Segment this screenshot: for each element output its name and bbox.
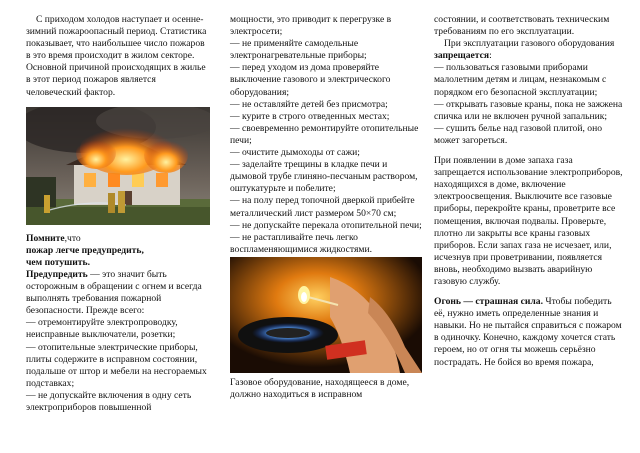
column-3 — [434, 14, 624, 369]
list-item: — своевременно ремонтируйте отопительные печи; — [230, 122, 419, 146]
list-item: — не растапливайте печь легко воспламеняющимися жидкостями. — [230, 231, 372, 255]
prevent-text: — это значит быть осторожным в обращении с огнем и всегда выполнять требования пожарной безопасности. Прежде всего: — [26, 268, 202, 317]
column-2 — [230, 14, 422, 401]
intro-paragraph: С приходом холодов наступает и осенне-зимний пожароопасный период. Статистика показывает, что наибольшее число пожаров в это время происходит в жилом секторе. Основной причиной происходящих в жилье в этот период пожаров является человеческий фактор. — [26, 14, 207, 98]
slogan-dot: . — [87, 256, 91, 268]
slogan-part-2: чем потушить — [26, 256, 88, 268]
list-item: — не допускайте перекала отопительной печи; — [230, 219, 422, 231]
list-item: — очистите дымоходы от сажи; — [230, 147, 360, 159]
list-item: — пользоваться газовыми приборами малолетним детям и лицам, незнакомым с порядком его безопасной эксплуатации; — [434, 62, 607, 98]
slogan-part-1: пожар легче предупредить — [26, 244, 142, 256]
gas-prohibited-start: При эксплуатации газового оборудования — [444, 38, 615, 50]
list-item: мощности, это приводит к перегрузке в электросети; — [230, 14, 392, 38]
fire-force-bold: Огонь — страшная сила. — [434, 296, 543, 308]
prevent-word: Предупредить — [26, 268, 88, 280]
list-item: — заделайте трещины в кладке печи и дымовой трубе глиняно-песчаным раствором, оштукатурьте и побелите; — [230, 159, 418, 195]
prevent-paragraph — [26, 269, 210, 317]
list-item: — отопительные электрические приборы, плиты содержите в исправном состоянии, подальше от штор и мебели на несгораемых подставках; — [26, 341, 207, 389]
burning-house-photo — [26, 107, 210, 225]
list-item: — не допускайте включения в одну сеть электроприборов повышенной — [26, 389, 192, 413]
list-item: — перед уходом из дома проверяйте выключение газового и электрического оборудования; — [230, 62, 391, 98]
list-item: — сушить белье над газовой плитой, оно может загореться. — [434, 122, 603, 146]
list-item: — не оставляйте детей без присмотра; — [230, 98, 388, 110]
gas-prohibited-end: : — [489, 50, 492, 62]
gas-stove-match-photo — [230, 257, 422, 373]
list-item: — не применяйте самодельные электронагревательные приборы; — [230, 38, 367, 62]
fire-force-paragraph — [434, 296, 624, 369]
list-item: — открывать газовые краны, пока не зажжена спичка или не включен ручной запальник; — [434, 98, 623, 122]
column-1 — [26, 14, 210, 414]
prohibited-word: запрещается — [434, 50, 490, 62]
list-item: — на полу перед топочной дверкой прибейте металлический лист размером 50×70 см; — [230, 195, 415, 219]
fire-force-text: Чтобы победить её, нужно иметь определенные знания и навыки. Но не пытайся справиться с пожаром в одиночку. Конечно, каждому хочется стать героем, но от огня ты можешь серьёзно пострадать. Не бойся во время пожара, — [434, 296, 622, 368]
remember-that: ,что — [64, 232, 81, 244]
photo-caption: Газовое оборудование, находящееся в доме, должно находиться в исправном — [230, 376, 410, 400]
slogan-line-1 — [26, 245, 210, 257]
list-item: — курите в строго отведенных местах; — [230, 110, 390, 122]
list-item: — отремонтируйте электропроводку, неисправные выключатели, розетки; — [26, 317, 178, 341]
gas-prohibited-heading — [434, 38, 624, 62]
slogan-comma: , — [141, 244, 144, 256]
gas-smell-paragraph: При появлении в доме запаха газа запрещается использование электроприборов, находящихся в доме, включение электроосвещения. Выключите все газовые приборы, перекройте краны, проветрите все помещения, включая подвалы. Проверьте, плотно ли закрыты все краны газовых приборов. Если запах газа не исчезает, или, исчезнув при проветривании, появляется вновь, необходимо вызвать аварийную газовую службу. — [434, 155, 623, 287]
slogan-line-2 — [26, 257, 210, 269]
spacer — [434, 147, 624, 155]
spacer — [434, 288, 624, 296]
remember-line — [26, 233, 210, 245]
paragraph-1: состоянии, и соответствовать техническим требованиям по его эксплуатации. — [434, 14, 610, 38]
remember-word: Помните — [26, 232, 65, 244]
